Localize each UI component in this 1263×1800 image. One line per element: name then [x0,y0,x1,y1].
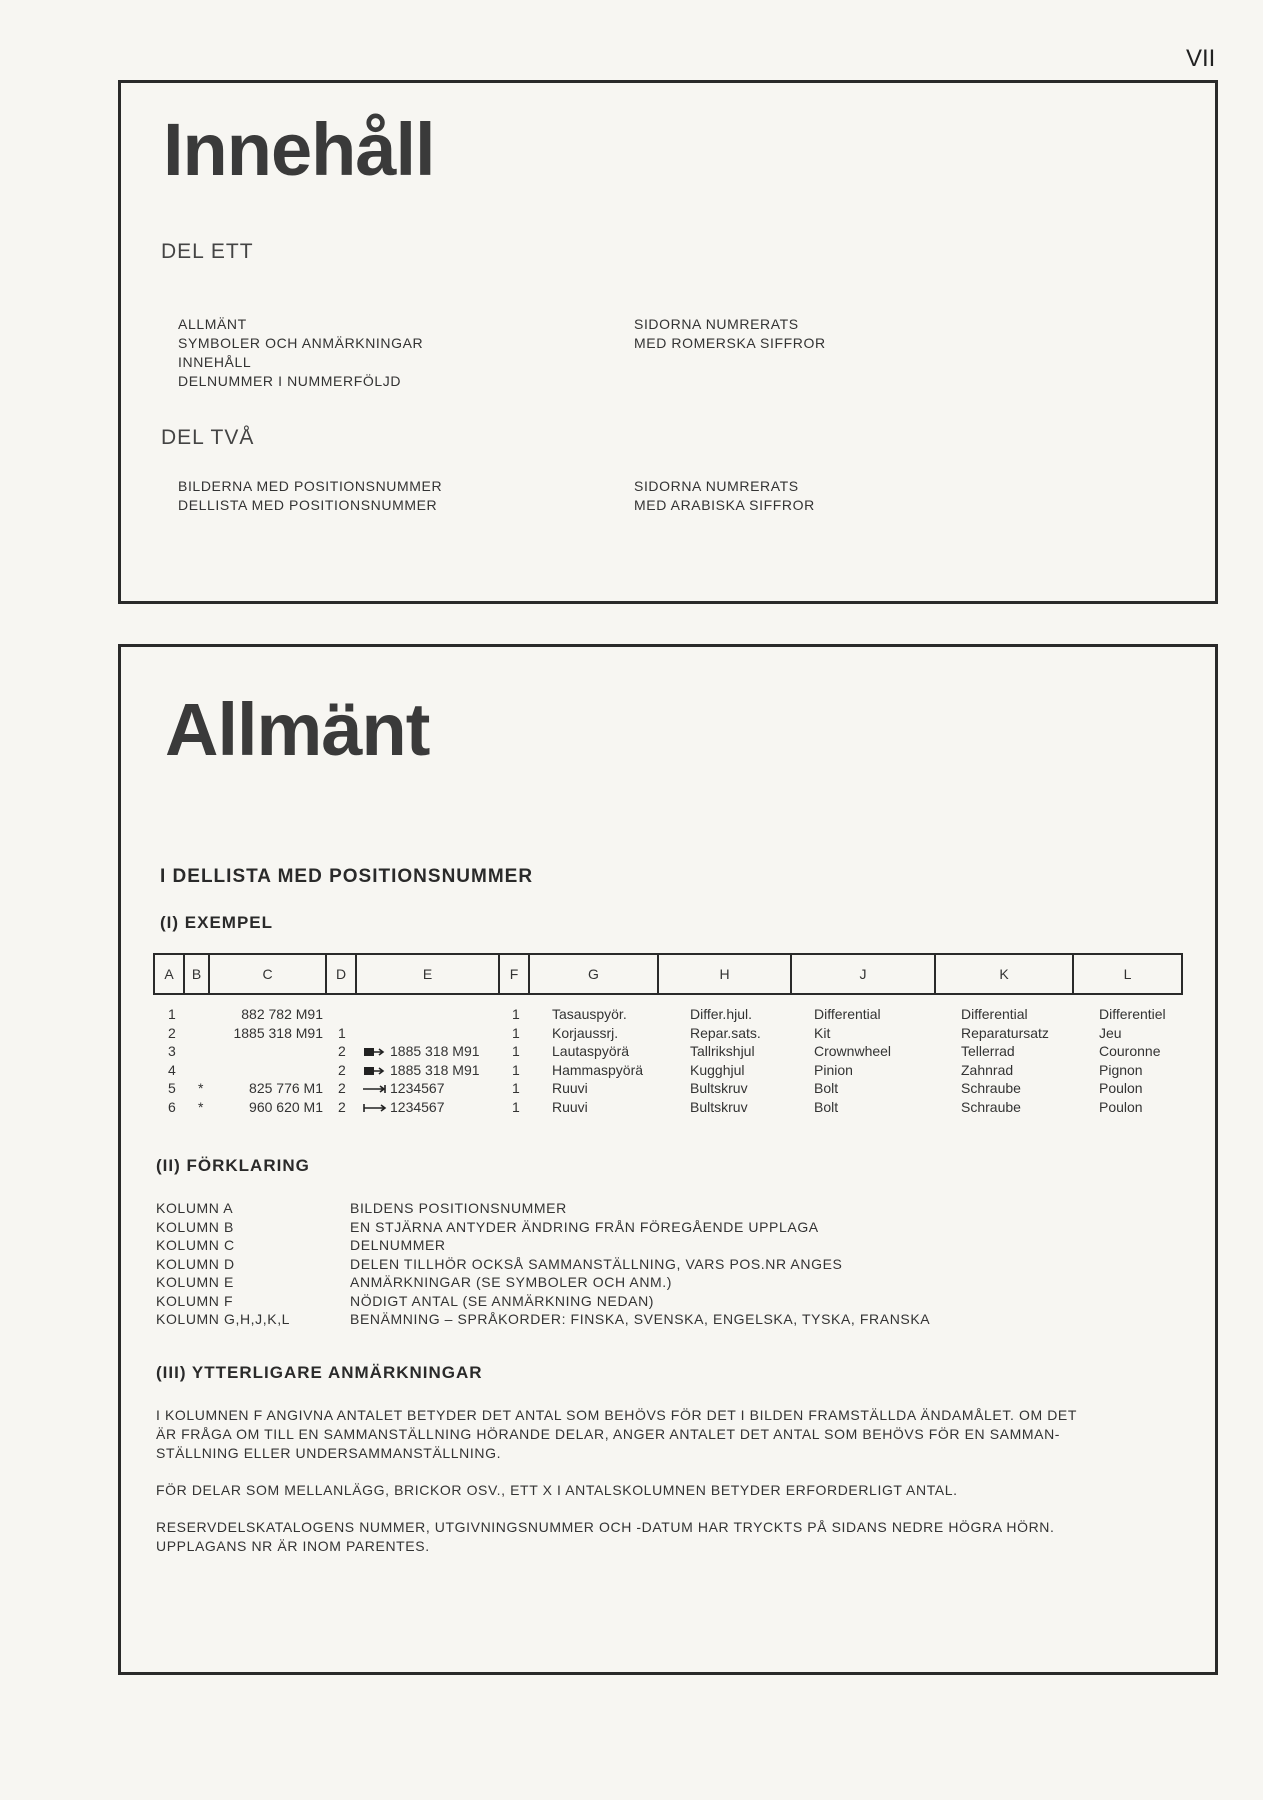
explanation-column: KOLUMN D [156,1255,235,1272]
cell-f: 1 [512,1098,520,1115]
cell-f: 1 [512,1080,520,1096]
kit-arrow-icon [362,1065,388,1077]
contents-title: Innehåll [163,108,435,191]
table-row [153,1099,1213,1117]
cell-j: Crownwheel [814,1043,892,1059]
cell-h: Bultskruv [690,1080,748,1096]
contents-item: DELLISTA MED POSITIONSNUMMER [178,497,438,513]
cell-k: Zahnrad [961,1061,1014,1078]
cell-e [362,1080,445,1096]
cell-f: 1 [512,1061,520,1078]
cell-d: 2 [338,1043,346,1059]
contents-item: DELNUMMER I NUMMERFÖLJD [178,373,402,389]
table-row [153,1080,1213,1098]
cell-g: Ruuvi [552,1098,588,1115]
column-header: J [792,955,936,993]
cell-e [362,1043,480,1059]
cell-e-text: 1885 318 M91 [390,1061,480,1078]
cell-g: Tasauspyör. [552,1006,627,1022]
part-one-note [634,315,826,353]
cell-e-text: 1885 318 M91 [390,1043,480,1059]
cell-b: * [198,1080,204,1096]
cell-l: Couronne [1099,1043,1161,1059]
general-title: Allmänt [165,688,430,771]
section-heading: I DELLISTA MED POSITIONSNUMMER [160,866,534,887]
cell-d: 1 [338,1024,346,1041]
column-header: B [185,955,210,993]
cell-c: 1885 318 M91 [233,1024,323,1041]
explanation-column: KOLUMN A [156,1200,234,1216]
bar-to-arrow-icon [362,1102,388,1114]
example-table-header [153,953,1183,995]
explanation-text: ANMÄRKNINGAR (SE SYMBOLER OCH ANM.) [350,1274,673,1290]
cell-h: Bultskruv [690,1098,748,1115]
cell-l: Poulon [1099,1098,1143,1115]
remark-line: UPPLAGANS NR ÄR INOM PARENTES. [156,1538,430,1554]
part-two-heading: DEL TVÅ [161,426,255,449]
page-number: VII [1186,45,1216,72]
cell-c: 960 620 M1 [249,1098,323,1115]
cell-e-text: 1234567 [390,1098,445,1115]
explanation-column: KOLUMN F [156,1292,234,1309]
explanation-columns [156,1199,290,1329]
cell-c: 882 782 M91 [241,1006,323,1022]
cell-h: Repar.sats. [690,1024,761,1041]
cell-l: Differentiel [1099,1006,1166,1022]
remark-paragraph [156,1518,1186,1556]
example-heading: (I) EXEMPEL [160,913,274,932]
cell-k: Schraube [961,1080,1021,1096]
explanation-text: BENÄMNING – SPRÅKORDER: FINSKA, SVENSKA, ENGELSKA, TYSKA, FRANSKA [350,1311,931,1327]
remark-paragraph [156,1406,1186,1463]
explanation-heading: (II) FÖRKLARING [156,1156,310,1175]
cell-a: 6 [168,1098,176,1115]
column-header: K [936,955,1074,993]
cell-e [362,1099,445,1115]
cell-g: Lautaspyörä [552,1043,630,1059]
arrow-to-bar-icon [362,1083,388,1095]
cell-d: 2 [338,1080,346,1096]
cell-a: 3 [168,1043,176,1059]
cell-l: Poulon [1099,1080,1143,1096]
cell-g: Korjaussrj. [552,1024,619,1041]
cell-k: Schraube [961,1098,1021,1115]
remark-line: RESERVDELSKATALOGENS NUMMER, UTGIVNINGSNUMMER OCH -DATUM HAR TRYCKTS PÅ SIDANS NEDRE HÖGRA HÖRN. [156,1519,1055,1535]
column-header: C [210,955,327,993]
cell-k: Reparatursatz [961,1024,1049,1041]
cell-e-text: 1234567 [390,1080,445,1096]
cell-j: Bolt [814,1098,839,1115]
part-one-heading: DEL ETT [161,240,254,263]
page-numbering-note: SIDORNA NUMRERATS [634,478,799,494]
cell-f: 1 [512,1024,520,1041]
contents-item: ALLMÄNT [178,316,247,332]
page-numbering-note: SIDORNA NUMRERATS [634,316,799,332]
cell-f: 1 [512,1043,520,1059]
part-one-items [178,315,423,391]
cell-a: 1 [168,1006,176,1022]
remark-line: STÄLLNING ELLER UNDERSAMMANSTÄLLNING. [156,1445,502,1461]
cell-k: Differential [961,1006,1028,1022]
page-numbering-note: MED ROMERSKA SIFFROR [634,335,826,351]
table-row [153,1043,1213,1061]
column-header: L [1123,966,1132,982]
remark-line: FÖR DELAR SOM MELLANLÄGG, BRICKOR OSV., ETT X I ANTALSKOLUMNEN BETYDER ERFORDERLIGT ANTAL. [156,1482,958,1498]
explanation-text: NÖDIGT ANTAL (SE ANMÄRKNING NEDAN) [350,1292,655,1309]
column-header: H [659,955,792,993]
cell-d: 2 [338,1061,346,1078]
cell-c: 825 776 M1 [249,1080,323,1096]
column-header: E [357,955,500,993]
cell-j: Bolt [814,1080,839,1096]
cell-j: Differential [814,1006,881,1022]
cell-e [362,1062,480,1078]
cell-a: 5 [168,1080,176,1096]
cell-g: Ruuvi [552,1080,588,1096]
kit-arrow-icon [362,1046,388,1058]
column-header: A [155,955,185,993]
column-header: F [500,955,530,993]
cell-a: 2 [168,1024,176,1041]
contents-item: BILDERNA MED POSITIONSNUMMER [178,478,443,494]
cell-j: Kit [814,1024,831,1041]
cell-h: Kugghjul [690,1061,745,1078]
page-numbering-note: MED ARABISKA SIFFROR [634,497,815,513]
explanation-column: KOLUMN C [156,1237,235,1253]
cell-g: Hammaspyörä [552,1061,644,1078]
remark-paragraph [156,1481,1186,1500]
explanation-text: EN STJÄRNA ANTYDER ÄNDRING FRÅN FÖREGÅENDE UPPLAGA [350,1218,819,1235]
cell-d: 2 [338,1098,346,1115]
cell-b: * [198,1098,204,1115]
cell-l: Pignon [1099,1061,1143,1078]
cell-k: Tellerrad [961,1043,1015,1059]
column-header: G [530,955,659,993]
explanation-column: KOLUMN G,H,J,K,L [156,1311,291,1327]
cell-f: 1 [512,1006,520,1022]
cell-a: 4 [168,1061,176,1078]
table-row [153,1025,1213,1043]
contents-item: SYMBOLER OCH ANMÄRKNINGAR [178,335,424,351]
remark-line: I KOLUMNEN F ANGIVNA ANTALET BETYDER DET ANTAL SOM BEHÖVS FÖR DET I BILDEN FRAMSTÄLLDA ÄNDAMÅLET. OM DET [156,1407,1077,1423]
table-row [153,1062,1213,1080]
column-header: D [327,955,357,993]
part-two-note [634,477,815,515]
explanation-text: BILDENS POSITIONSNUMMER [350,1200,567,1216]
remarks-heading: (III) YTTERLIGARE ANMÄRKNINGAR [156,1363,483,1382]
explanation-column: KOLUMN B [156,1218,234,1235]
cell-h: Tallrikshjul [690,1043,755,1059]
explanation-text: DELNUMMER [350,1237,446,1253]
explanation-column: KOLUMN E [156,1274,234,1290]
cell-l: Jeu [1099,1024,1122,1041]
explanation-texts [350,1199,930,1329]
part-two-items [178,477,442,515]
table-row [153,1006,1213,1024]
cell-h: Differ.hjul. [690,1006,752,1022]
cell-j: Pinion [814,1061,853,1078]
contents-item: INNEHÅLL [178,354,252,370]
explanation-text: DELEN TILLHÖR OCKSÅ SAMMANSTÄLLNING, VARS POS.NR ANGES [350,1255,843,1272]
remark-line: ÄR FRÅGA OM TILL EN SAMMANSTÄLLNING HÖRANDE DELAR, ANGER ANTALET DET ANTAL SOM BEHÖVS FÖR EN SAMMAN- [156,1426,1061,1442]
